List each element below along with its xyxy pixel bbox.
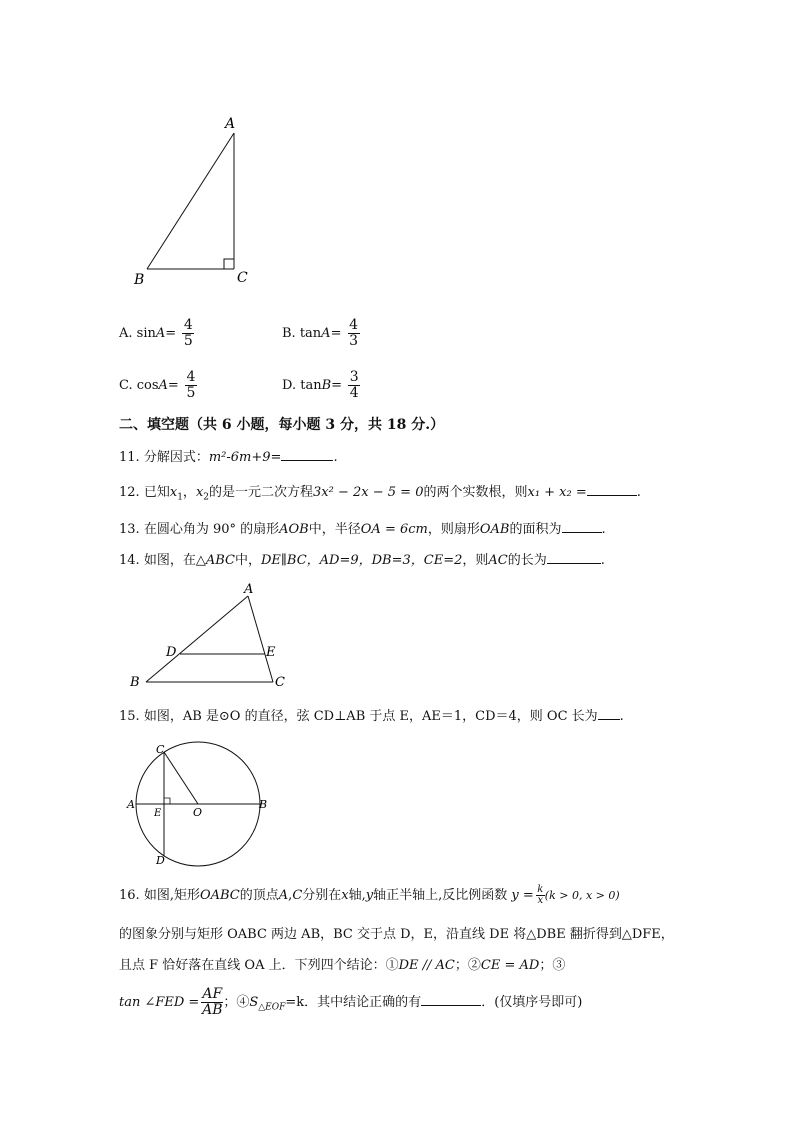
- fig15-label-a: A: [127, 798, 135, 811]
- fig14-label-e: E: [266, 645, 276, 660]
- answer-blank[interactable]: [421, 992, 481, 1006]
- fig14-label-c: C: [275, 675, 285, 690]
- fig15-label-o: O: [193, 806, 203, 819]
- vertex-label-c: C: [237, 270, 248, 286]
- question-16-line-4: tan ∠FED = $\frac{AF}{AB}$ ；$④S_{\triangle EOF}=k$．其中结论正确的有 ．(仅填序号即可): [119, 986, 583, 1018]
- triangle-figure: [120, 108, 260, 293]
- answer-blank[interactable]: [547, 550, 601, 564]
- question-16-line-2: 的图象分别与矩形 OABC 两边 AB，BC 交于点 D，E，沿直线 DE 将△DBE 翻折得到△DFE，: [119, 927, 674, 942]
- question-11: 11. 分解因式：m²-6m+9= .: [119, 447, 338, 467]
- section-heading: 二、填空题（共 6 小题，每小题 3 分，共 18 分.）: [119, 417, 445, 433]
- question-16-line-1: 16. 如图,矩形OABC的顶点A,C分别在x轴,y轴正半轴上,反比例函数 y = $\frac{k}{x}$ (k > 0, x > 0): [119, 884, 620, 906]
- fig14-label-d: D: [166, 645, 177, 660]
- option-a: A. sinA= $\frac{4}{5}$: [119, 317, 193, 349]
- fig15-label-b: B: [259, 798, 268, 811]
- triangle-de-figure: [125, 582, 295, 692]
- fig14-label-b: B: [130, 675, 140, 690]
- fig14-label-a: A: [244, 582, 254, 597]
- option-d: D. tanB= $\frac{3}{4}$: [282, 369, 359, 401]
- circle-figure: [120, 738, 280, 870]
- answer-blank[interactable]: [598, 706, 620, 720]
- question-13: 13. 在圆心角为 90° 的扇形AOB中，半径OA = 6cm，则扇形OAB的面积为 .: [119, 519, 606, 539]
- question-15: 15. 如图，AB 是⊙O 的直径，弦 CD⊥AB 于点 E，AE＝1，CD＝4，则 OC 长为 .: [119, 706, 624, 726]
- answer-blank[interactable]: [587, 482, 637, 496]
- option-c: C. cosA= $\frac{4}{5}$: [119, 369, 196, 401]
- answer-blank[interactable]: [281, 447, 333, 461]
- question-12: 12. 已知$x_1$，$x_2$的是一元二次方程3x² − 2x − 5 = 0的两个实数根，则x₁ + x₂ = .: [119, 482, 641, 507]
- fig15-label-d: D: [156, 854, 165, 867]
- question-16-line-3: 且点 F 恰好落在直线 OA 上．下列四个结论：①DE // AC；②CE = AD；③: [119, 958, 566, 973]
- question-14: 14. 如图，在△ABC中，DE∥BC，AD=9，DB=3，CE=2，则AC的长为 .: [119, 550, 605, 570]
- fig15-label-e: E: [154, 808, 162, 819]
- vertex-label-b: B: [134, 272, 145, 288]
- answer-blank[interactable]: [562, 519, 602, 533]
- fig15-label-c: C: [156, 743, 165, 756]
- option-b: B. tanA= $\frac{4}{3}$: [282, 317, 359, 349]
- vertex-label-a: A: [225, 116, 236, 132]
